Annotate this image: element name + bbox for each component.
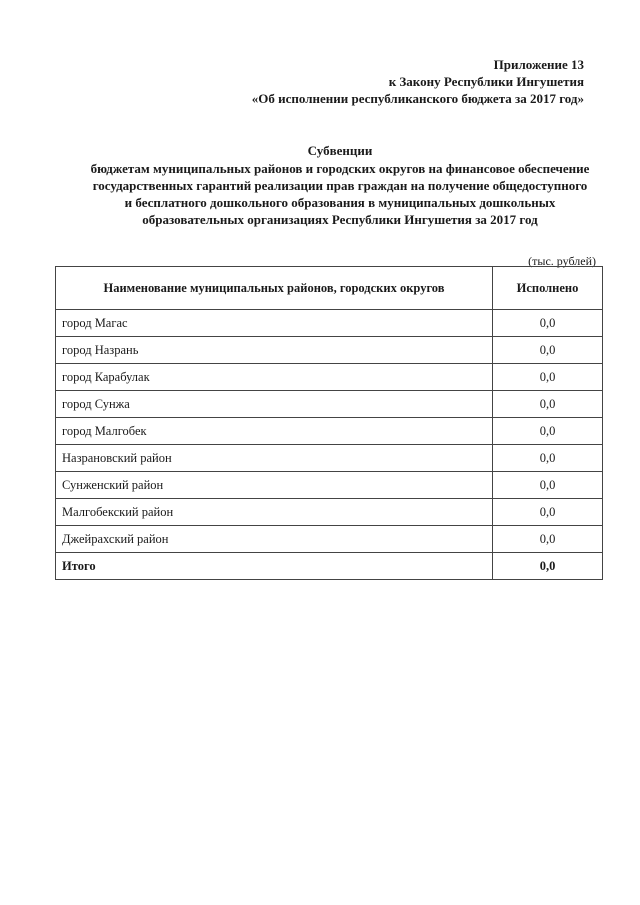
title-heading: Субвенции xyxy=(307,143,373,158)
appendix-number: Приложение 13 xyxy=(493,57,584,72)
table-row xyxy=(56,391,603,418)
table-row xyxy=(56,472,603,499)
table-total-row xyxy=(56,553,603,580)
total-label: Итого xyxy=(56,553,493,580)
table-header-row xyxy=(56,267,603,310)
table-row xyxy=(56,445,603,472)
row-name: город Малгобек xyxy=(56,418,493,445)
table-row xyxy=(56,499,603,526)
row-name: город Сунжа xyxy=(56,391,493,418)
row-value: 0,0 xyxy=(493,364,603,391)
appendix-header xyxy=(252,56,584,107)
table-row xyxy=(56,418,603,445)
total-value: 0,0 xyxy=(493,553,603,580)
table-row xyxy=(56,337,603,364)
row-name: город Магас xyxy=(56,310,493,337)
table-row xyxy=(56,364,603,391)
document-title xyxy=(70,142,610,228)
title-line: бюджетам муниципальных районов и городских округов на финансовое обеспечение xyxy=(90,161,590,176)
row-value: 0,0 xyxy=(493,391,603,418)
table-row xyxy=(56,310,603,337)
table-row xyxy=(56,526,603,553)
row-name: Джейрахский район xyxy=(56,526,493,553)
title-line: образовательных организациях Республики Ингушетия за 2017 год xyxy=(142,212,538,227)
row-value: 0,0 xyxy=(493,310,603,337)
row-name: город Карабулак xyxy=(56,364,493,391)
title-line: государственных гарантий реализации прав граждан на получение общедоступного xyxy=(92,178,588,193)
column-header-executed: Исполнено xyxy=(493,267,603,310)
row-value: 0,0 xyxy=(493,337,603,364)
column-header-name: Наименование муниципальных районов, городских округов xyxy=(56,267,493,310)
row-value: 0,0 xyxy=(493,499,603,526)
row-name: Малгобекский район xyxy=(56,499,493,526)
row-name: город Назрань xyxy=(56,337,493,364)
units-label: (тыс. рублей) xyxy=(528,254,596,268)
subvention-table xyxy=(55,266,603,580)
appendix-law-title: «Об исполнении республиканского бюджета за 2017 год» xyxy=(251,91,584,106)
row-name: Сунженский район xyxy=(56,472,493,499)
row-name: Назрановский район xyxy=(56,445,493,472)
row-value: 0,0 xyxy=(493,472,603,499)
row-value: 0,0 xyxy=(493,526,603,553)
row-value: 0,0 xyxy=(493,418,603,445)
title-line: и бесплатного дошкольного образования в муниципальных дошкольных xyxy=(124,195,556,210)
appendix-law-reference: к Закону Республики Ингушетия xyxy=(388,74,584,89)
row-value: 0,0 xyxy=(493,445,603,472)
